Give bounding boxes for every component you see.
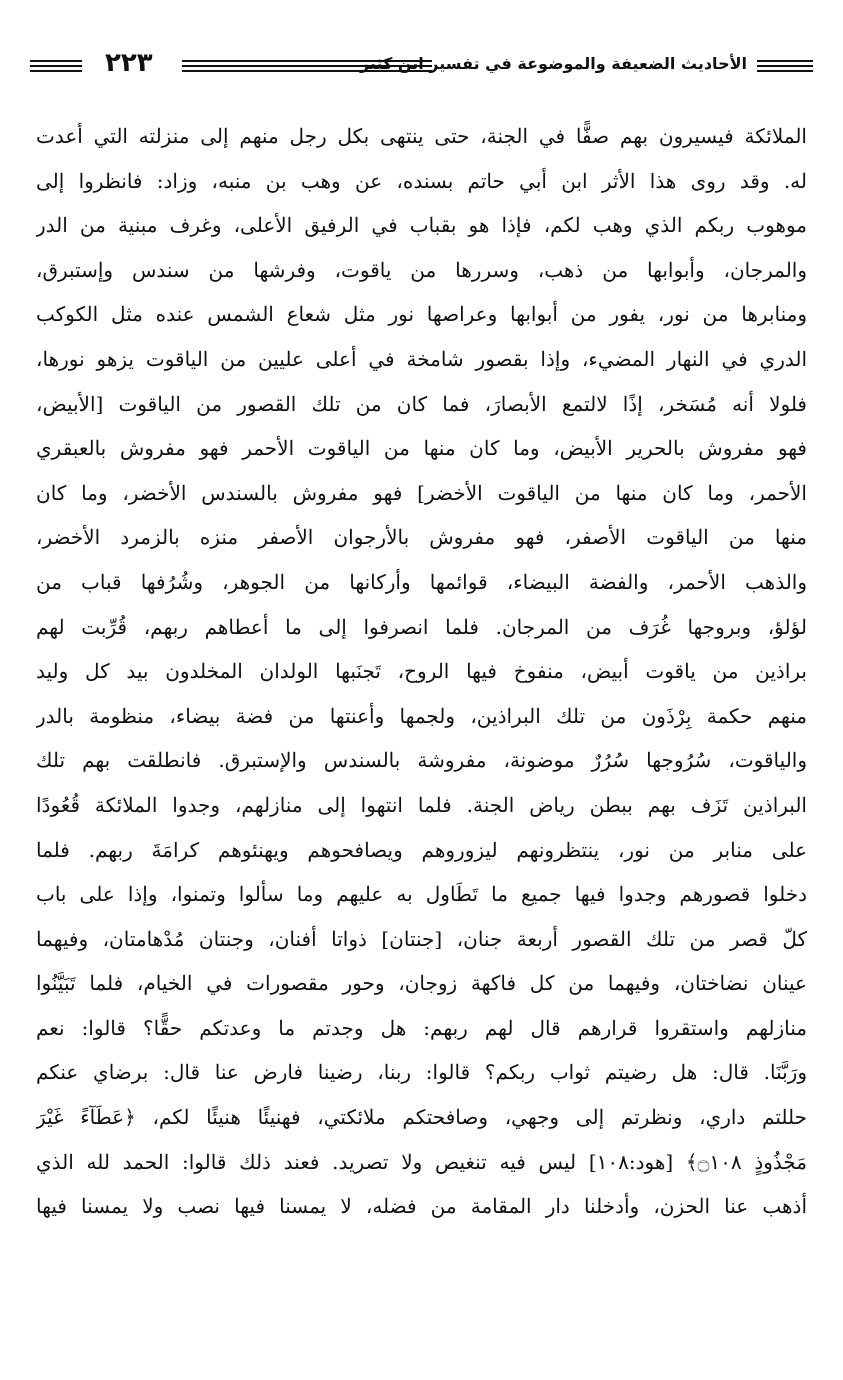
- text-line: دخلوا قصورهم وجدوا فيها جميع ما تَطَاول به عليهم وما سألوا وتمنوا، وإذا على باب: [36, 882, 807, 907]
- page-number: ٢٢٣: [105, 48, 153, 78]
- text-line: ورَبَّنَا. قال: هل رضيتم ثواب ربكم؟ قالوا: ربنا، رضينا فارض عنا قال: برضاي عنكم: [36, 1060, 807, 1085]
- text-line: البراذين تَزَف بهم ببطن رياض الجنة. فلما انتهوا إلى منازلهم، وجدوا الملائكة قُعُودًا: [36, 792, 807, 817]
- text-line: فهو مفروش بالحرير الأبيض، وما كان منها من الياقوت الأحمر فهو مفروش بالعبقري: [36, 436, 807, 461]
- text-line: لؤلؤ، وبروجها غُرَف من المرجان. فلما انصرفوا إلى ما أعطاهم ربهم، قُرِّبت لهم: [36, 614, 807, 639]
- text-line: موهوب ربكم الذي وهب لكم، فإذا هو بقباب في الرفيق الأعلى، وغرف مبنية من الدر: [36, 213, 807, 238]
- header-rule-right: [757, 60, 813, 72]
- text-line: والذهب الأحمر، والفضة البيضاء، قوائمها وأركانها من الجوهر، وشُرُفها قباب من: [36, 569, 807, 594]
- text-line: ومنابرها من نور، يفور من أبوابها وعراصها نور مثل شعاع الشمس عنده مثل الكوكب: [36, 302, 807, 327]
- text-line: له. وقد روى هذا الأثر ابن أبي حاتم بسنده، عن وهب بن منبه، وزاد: فانظروا إلى: [36, 168, 807, 193]
- header-rule-left: [30, 60, 82, 72]
- body-text: [36, 114, 807, 1229]
- text-line: والمرجان، وأبوابها من ذهب، وسررها من ياقوت، وفرشها من سندس وإستبرق،: [36, 257, 807, 282]
- text-line: كلّ قصر من تلك القصور أربعة جنان، [جنتان] ذواتا أفنان، وجنتان مُدْهامتان، وفيهما: [36, 926, 807, 951]
- text-line: عينان نضاختان، وفيهما من كل فاكهة زوجان، وحور مقصورات في الخيام، فلما تَبَيَّنُوا: [36, 971, 807, 996]
- text-line: أذهب عنا الحزن، وأدخلنا دار المقامة من فضله، لا يمسنا فيها نصب ولا يمسنا فيها: [36, 1194, 807, 1219]
- text-line: براذين من ياقوت أبيض، منفوخ فيها الروح، تَجنَبها الولدان المخلدون بيد كل وليد: [36, 659, 807, 684]
- text-line: الأحمر، وما كان منها من الياقوت الأخضر] فهو مفروش بالسندس الأخضر، وما كان: [36, 480, 807, 505]
- text-line: الملائكة فيسيرون بهم صفًّا في الجنة، حتى ينتهى بكل رجل منهم إلى منزلته التي أعدت: [36, 124, 807, 148]
- text-line: فلولا أنه مُسَخر، إذًا لالتمع الأبصارَ، فما كان من تلك القصور من الياقوت [الأبيض،: [36, 391, 807, 416]
- text-line: والياقوت، سُرُوجها سُرُرٌ موضونة، مفروشة بالسندس والإستبرق. فانطلقت بهم تلك: [36, 748, 807, 773]
- text-line: على منابر من نور، ينتظرونهم ليزوروهم ويصافحوهم ويهنئوهم كرامَةَ ربهم. فلما: [36, 837, 807, 862]
- text-line: مَجْذُوذٍ ۝١٠٨﴾ [هود:١٠٨] ليس فيه تنغيص ولا تصريد. فعند ذلك قالوا: الحمد لله الذي: [36, 1149, 807, 1174]
- text-line: منها من الياقوت الأصفر، فهو مفروش بالأرجوان الأصفر منزه بالزمرد الأخضر،: [36, 525, 807, 550]
- text-line: منهم حكمة بِرْذَون من تلك البراذين، ولجمها وأعنتها من فضة بيضاء، منظومة بالدر: [36, 703, 807, 728]
- text-line: حللتم داري، ونظرتم إلى وجهي، وصافحتكم ملائكتي، فهنيئًا هنيئًا لكم، ﴿عَطَآءً غَيْرَ: [36, 1105, 807, 1130]
- running-header: [30, 48, 813, 82]
- text-line: الدري في النهار المضيء، وإذا بقصور شامخة في أعلى عليين من الياقوت يزهو نورها،: [36, 346, 807, 371]
- text-line: منازلهم واستقروا قرارهم قال لهم ربهم: هل وجدتم ما وعدتكم حقًّا؟ قالوا: نعم: [36, 1015, 807, 1040]
- running-title: الأحاديث الضعيفة والموضوعة في تفسير ابن كثير: [359, 54, 747, 73]
